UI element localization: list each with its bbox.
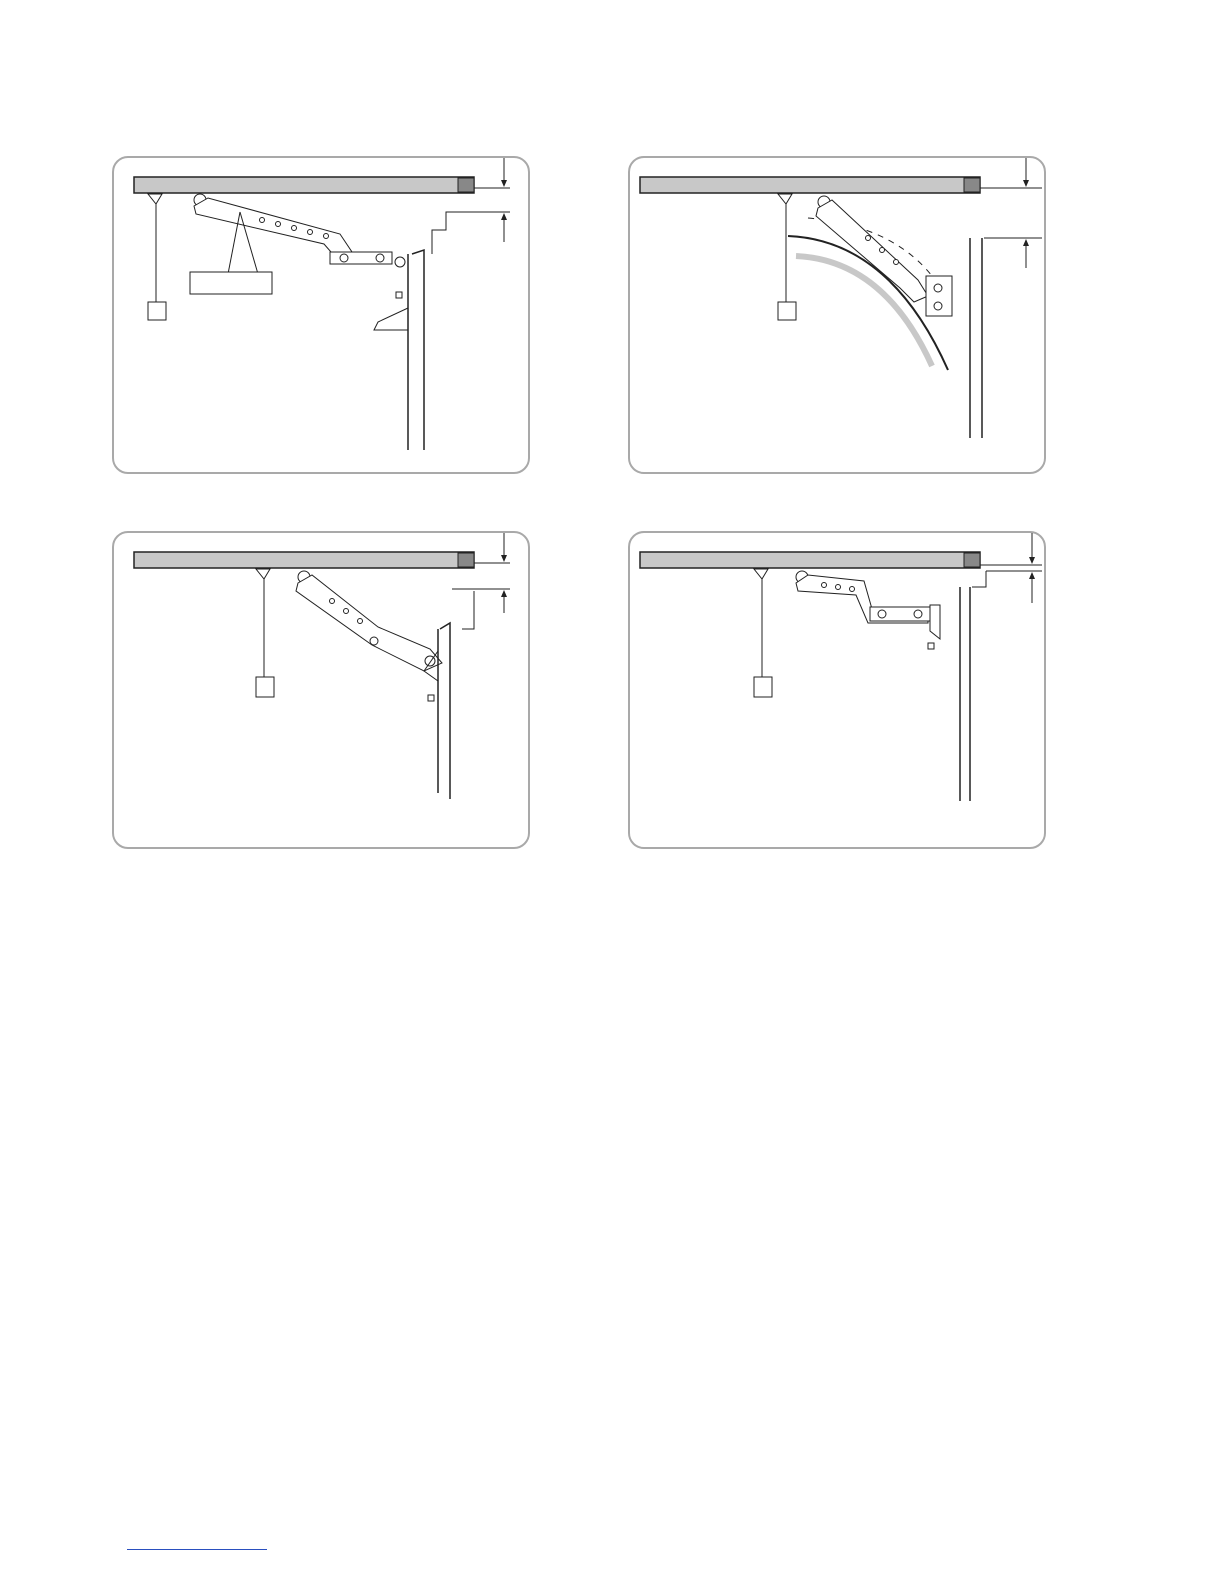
door-panel-face xyxy=(412,250,424,450)
door-bracket-bolt xyxy=(928,643,934,649)
door-arm-diagram-open xyxy=(628,531,1046,849)
door-arm-diagram-partial xyxy=(112,531,530,849)
door-top-bracket xyxy=(432,212,446,254)
arm-bolt xyxy=(934,284,942,292)
curved-arm xyxy=(194,198,352,260)
door-bracket xyxy=(930,605,940,639)
arrow-head-icon xyxy=(501,213,507,220)
dim-line-bottom xyxy=(446,212,510,214)
figure-opening-door xyxy=(628,156,1046,474)
rail xyxy=(134,552,474,568)
rail xyxy=(134,177,474,193)
arm-bolt xyxy=(878,610,886,618)
arrow-head-icon xyxy=(1023,180,1029,187)
trolley-release xyxy=(256,569,270,579)
rail-end-cap xyxy=(964,178,980,192)
door-top-bracket xyxy=(462,591,474,629)
trolley-release xyxy=(148,194,162,204)
door-top-bracket xyxy=(972,571,986,587)
pull-handle xyxy=(256,677,274,697)
trolley-release xyxy=(754,569,768,579)
arrow-head-icon xyxy=(501,555,507,562)
door-arm-diagram-arc xyxy=(628,156,1046,474)
door-bracket-bolt xyxy=(396,292,402,298)
arm-bolt xyxy=(340,254,348,262)
arm-bolt xyxy=(376,254,384,262)
door-bracket xyxy=(374,308,408,330)
callout-box xyxy=(190,272,272,294)
arrow-head-icon xyxy=(501,180,507,187)
door-bracket-pin xyxy=(395,257,405,267)
trolley-release xyxy=(778,194,792,204)
door-panel-face xyxy=(440,623,450,799)
rail-end-cap xyxy=(458,553,474,567)
arrow-head-icon xyxy=(1029,557,1035,564)
curved-arm xyxy=(296,575,442,671)
pull-handle xyxy=(778,302,796,320)
rail-end-cap xyxy=(458,178,474,192)
door-arm-diagram xyxy=(112,156,530,474)
figure-partial-door xyxy=(112,531,530,849)
figure-open-door xyxy=(628,531,1046,849)
door-travel-arc-inner xyxy=(796,256,932,366)
arm-bolt xyxy=(370,637,378,645)
figure-closed-door xyxy=(112,156,530,474)
pull-handle xyxy=(148,302,166,320)
rail xyxy=(640,177,980,193)
arm-bolt xyxy=(934,302,942,310)
rail-end-cap xyxy=(964,553,980,567)
footer-link-underline[interactable] xyxy=(127,1549,267,1550)
arm-bolt xyxy=(914,610,922,618)
pull-handle xyxy=(754,677,772,697)
arrow-head-icon xyxy=(501,590,507,597)
rail xyxy=(640,552,980,568)
door-bracket-bolt xyxy=(428,695,434,701)
arrow-head-icon xyxy=(1029,572,1035,579)
arrow-head-icon xyxy=(1023,239,1029,246)
